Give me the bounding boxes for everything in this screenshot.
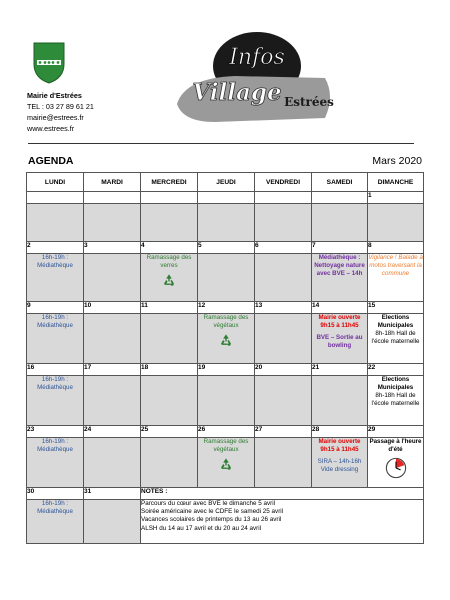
header-jeudi: JEUDI — [198, 173, 255, 192]
day-number: 13 — [255, 302, 312, 314]
week4-number-row — [27, 364, 424, 376]
day-number: 15 — [368, 302, 424, 314]
event-vide-dressing: SIRA – 14h-16h Vide dressing — [317, 458, 362, 473]
day-number: 8 — [368, 242, 424, 254]
day-cell — [27, 438, 84, 488]
header-rule — [28, 143, 414, 144]
event-nettoyage-nature: Médiathèque : Nettoyage nature avec BVE – 14h — [314, 254, 365, 277]
day-number: 25 — [141, 426, 198, 438]
mairie-tel: TEL : 03 27 89 61 21 — [27, 102, 94, 111]
week2-activity-row — [27, 254, 424, 302]
day-cell — [84, 254, 141, 302]
week6-activity-row — [27, 500, 424, 544]
event-ramassage-vegetaux: Ramassage des végétaux — [203, 438, 249, 453]
day-cell — [27, 314, 84, 364]
week1-number-row — [27, 192, 424, 204]
day-cell — [84, 314, 141, 364]
day-cell — [141, 254, 198, 302]
event-mairie-ouverte: Mairie ouverte 9h15 à 11h45 — [318, 314, 361, 329]
day-number: 11 — [141, 302, 198, 314]
day-cell — [368, 438, 424, 488]
day-cell — [255, 314, 312, 364]
agenda-month: Mars 2020 — [372, 155, 422, 167]
day-number: 12 — [198, 302, 255, 314]
calendar-table — [26, 172, 424, 544]
week1-activity-row — [27, 204, 424, 242]
day-cell — [255, 438, 312, 488]
day-number: 4 — [141, 242, 198, 254]
day-number — [198, 192, 255, 204]
day-cell — [141, 438, 198, 488]
crest-icon — [33, 42, 65, 84]
day-cell — [198, 254, 255, 302]
week4-activity-row — [27, 376, 424, 426]
week3-activity-row — [27, 314, 424, 364]
logo-line2: Village — [192, 79, 282, 106]
header-mercredi: MERCREDI — [141, 173, 198, 192]
event-elections: Elections Municipales — [377, 376, 414, 391]
day-number: 3 — [84, 242, 141, 254]
event-elections: Elections Municipales — [377, 314, 414, 329]
day-cell — [312, 438, 368, 488]
event-mairie-ouverte: Mairie ouverte 9h15 à 11h45 — [318, 438, 361, 453]
week2-number-row — [27, 242, 424, 254]
day-number: 27 — [255, 426, 312, 438]
day-cell — [84, 376, 141, 426]
event-vigilance: Vigilance ! Balade à motos traversant la commune — [368, 254, 423, 277]
header-vendredi: VENDREDI — [255, 173, 312, 192]
day-cell — [27, 376, 84, 426]
day-cell — [84, 438, 141, 488]
week5-activity-row — [27, 438, 424, 488]
note-item: Vacances scolaires de printemps du 13 au 26 avril — [141, 516, 282, 524]
logo-line1: Infos — [229, 45, 285, 70]
logo-line3: Estrées — [284, 95, 334, 109]
day-cell — [198, 314, 255, 364]
day-cell — [255, 204, 312, 242]
day-cell — [255, 376, 312, 426]
day-cell — [312, 204, 368, 242]
day-cell — [27, 500, 84, 544]
day-number: 9 — [27, 302, 84, 314]
header-lundi: LUNDI — [27, 173, 84, 192]
day-cell — [141, 204, 198, 242]
day-cell — [312, 376, 368, 426]
day-number: 7 — [312, 242, 368, 254]
day-number — [255, 192, 312, 204]
event-mediatheque: 16h-19h : Médiathèque — [37, 376, 73, 391]
weekday-header-row — [27, 173, 424, 192]
day-number: 16 — [27, 364, 84, 376]
day-cell — [312, 254, 368, 302]
recycle-icon — [219, 333, 233, 347]
event-ramassage-vegetaux: Ramassage des végétaux — [203, 314, 249, 329]
day-number: 18 — [141, 364, 198, 376]
event-mediatheque: 16h-19h : Médiathèque — [37, 254, 73, 269]
day-number: 2 — [27, 242, 84, 254]
day-number: 20 — [255, 364, 312, 376]
event-heure-ete: Passage à l'heure d'été — [369, 438, 422, 453]
recycle-icon — [162, 273, 176, 287]
notes-label: NOTES : — [141, 488, 424, 500]
day-cell — [368, 376, 424, 426]
day-cell — [27, 204, 84, 242]
day-number: 24 — [84, 426, 141, 438]
event-ramassage-verres: Ramassage des verres — [146, 254, 192, 269]
day-cell — [312, 314, 368, 364]
recycle-icon — [219, 457, 233, 471]
event-mediatheque: 16h-19h : Médiathèque — [37, 314, 73, 329]
day-cell — [198, 376, 255, 426]
day-cell — [368, 254, 424, 302]
event-bowling: BVE – Sortie au bowling — [316, 334, 363, 349]
day-cell — [198, 204, 255, 242]
day-cell — [84, 500, 141, 544]
day-number: 29 — [368, 426, 424, 438]
day-number — [141, 192, 198, 204]
day-number: 28 — [312, 426, 368, 438]
day-cell — [141, 314, 198, 364]
header-dimanche: DIMANCHE — [368, 173, 424, 192]
day-number: 5 — [198, 242, 255, 254]
day-cell — [255, 254, 312, 302]
note-item: Soirée américaine avec le CDFE le samedi 25 avril — [141, 508, 284, 516]
day-cell — [368, 314, 424, 364]
day-number — [312, 192, 368, 204]
notes-box — [141, 500, 424, 544]
day-number: 17 — [84, 364, 141, 376]
header-samedi: SAMEDI — [312, 173, 368, 192]
infos-village-logo — [175, 26, 335, 126]
mairie-web[interactable]: www.estrees.fr — [27, 124, 75, 133]
event-mediatheque: 16h-19h : Médiathèque — [37, 500, 73, 515]
day-cell — [141, 376, 198, 426]
day-number: 22 — [368, 364, 424, 376]
mairie-name: Mairie d'Estrées — [27, 91, 82, 100]
day-number: 26 — [198, 426, 255, 438]
day-number — [84, 192, 141, 204]
day-number — [27, 192, 84, 204]
day-number: 6 — [255, 242, 312, 254]
event-elections-detail: 8h-18h Hall de l'école maternelle — [371, 330, 420, 345]
mairie-email[interactable]: mairie@estrees.fr — [27, 113, 84, 122]
day-cell — [84, 204, 141, 242]
mairie-contact — [27, 90, 94, 134]
note-item: ALSH du 14 au 17 avril et du 20 au 24 avril — [141, 524, 262, 532]
day-number: 19 — [198, 364, 255, 376]
agenda-title: AGENDA — [28, 155, 74, 167]
day-number: 23 — [27, 426, 84, 438]
week5-number-row — [27, 426, 424, 438]
event-elections-detail: 8h-18h Hall de l'école maternelle — [371, 392, 420, 407]
note-item: Parcours du cœur avec BVE le dimanche 5 avril — [141, 500, 276, 507]
header-mardi: MARDI — [84, 173, 141, 192]
week6-number-row — [27, 488, 424, 500]
day-number: 31 — [84, 488, 141, 500]
day-number: 14 — [312, 302, 368, 314]
day-number: 30 — [27, 488, 84, 500]
day-number: 10 — [84, 302, 141, 314]
day-number: 1 — [368, 192, 424, 204]
day-cell — [198, 438, 255, 488]
day-cell — [368, 204, 424, 242]
clock-icon — [385, 457, 407, 479]
day-cell — [27, 254, 84, 302]
day-number: 21 — [312, 364, 368, 376]
event-mediatheque: 16h-19h : Médiathèque — [37, 438, 73, 453]
week3-number-row — [27, 302, 424, 314]
